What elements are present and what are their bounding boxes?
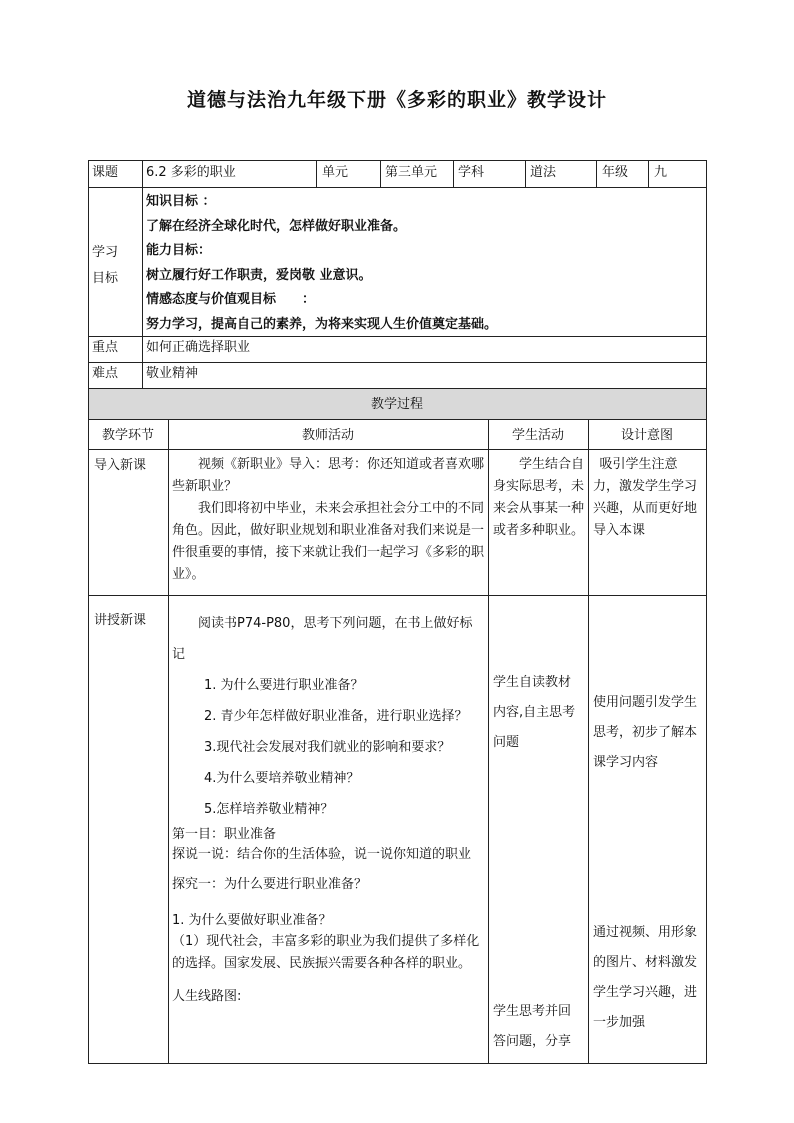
topic-label: 课题 <box>92 165 119 180</box>
rule-stage-col <box>168 419 169 1064</box>
topic-value: 6.2 多彩的职业 <box>146 165 236 180</box>
rule-process-bottom <box>88 419 707 420</box>
question-1: 1. 为什么要进行职业准备？ <box>204 678 364 693</box>
life-map-label: 人生线路图: <box>172 989 242 1004</box>
answer-1: （1）现代社会，丰富多彩的职业为我们提供了多样化的选择。国家发展、民族振兴需要各种各样的职业。 <box>172 934 480 971</box>
subject-value: 道法 <box>530 165 557 180</box>
key-point-label: 重点 <box>92 340 119 355</box>
question-4: 4.为什么要培养敬业精神？ <box>204 771 360 786</box>
question-2: 2. 青少年怎样做好职业准备，进行职业选择？ <box>204 709 468 724</box>
difficulty-value: 敬业精神 <box>146 366 199 381</box>
ability-text: 树立履行好工作职责，爱岗敬 业意识。 <box>146 267 372 283</box>
lecture-student-2: 学生思考并回答问题，分享 <box>493 1004 572 1049</box>
difficulty-label: 难点 <box>92 366 119 381</box>
rule-teacher-col <box>488 419 489 1064</box>
knowledge-text: 了解在经济全球化时代，怎样做好职业准备。 <box>146 218 407 234</box>
rule-left <box>88 160 89 1064</box>
rule-info-bottom <box>88 187 707 188</box>
rule-right <box>706 160 707 1064</box>
rule-info-4 <box>380 160 381 188</box>
grade-value: 九 <box>654 165 668 180</box>
rule-difficulty-bottom <box>88 388 707 389</box>
lecture-design-1: 使用问题引发学生思考，初步了解本课学习内容 <box>593 695 698 770</box>
unit-value: 第三单元 <box>385 165 438 180</box>
rule-info-7 <box>596 160 597 188</box>
intro-teacher-p1: 视频《新职业》导入：思考：你还知道或者喜欢哪些新职业？ <box>172 457 485 494</box>
emotion-text: 努力学习，提高自己的素养，为将来实现人生价值奠定基础。 <box>146 316 498 332</box>
col-stage: 教学环节 <box>101 428 154 443</box>
emotion-heading: 情感态度与价值观目标 ： <box>146 292 316 307</box>
process-header: 教学过程 <box>370 397 423 412</box>
intro-design: 吸引学生注意力，激发学生学习兴趣，从而更好地导入本课 <box>593 457 698 538</box>
intro-student: 学生结合自身实际思考，未来会从事某一种或者多种职业。 <box>493 457 585 538</box>
rule-columns-bottom <box>88 449 707 450</box>
unit-label: 单元 <box>322 165 349 180</box>
rule-info-3 <box>316 160 317 188</box>
rule-label-col <box>142 160 143 389</box>
rule-objectives-bottom <box>88 336 707 337</box>
section-1-title: 第一目：职业准备 <box>172 827 277 842</box>
objectives-content <box>146 190 702 337</box>
explore-1: 探究一：为什么要进行职业准备？ <box>172 877 368 892</box>
intro-stage: 导入新课 <box>94 458 147 473</box>
knowledge-heading: 知识目标 ： <box>146 194 216 209</box>
rule-info-8 <box>648 160 649 188</box>
col-teacher: 教师活动 <box>301 428 354 443</box>
grade-label: 年级 <box>602 165 629 180</box>
lecture-stage: 讲授新课 <box>94 613 147 628</box>
col-student: 学生活动 <box>511 428 564 443</box>
question-heading: 1. 为什么要做好职业准备？ <box>172 913 332 928</box>
lecture-student-1: 学生自读教材内容,自主思考问题 <box>493 675 576 750</box>
rule-key-bottom <box>88 362 707 363</box>
lecture-teacher <box>172 608 484 1007</box>
rule-bottom <box>88 1063 707 1064</box>
rule-info-6 <box>525 160 526 188</box>
rule-info-5 <box>453 160 454 188</box>
subject-label: 学科 <box>458 165 485 180</box>
reading-instruction: 阅读书P74-P80，思考下列问题，在书上做好标记 <box>172 616 473 662</box>
discuss-prompt: 探说一说：结合你的生活体验，说一说你知道的职业 <box>172 847 472 862</box>
rule-student-col <box>588 419 589 1064</box>
question-3: 3.现代社会发展对我们就业的影响和要求？ <box>204 740 451 755</box>
ability-heading: 能力目标： <box>146 243 212 258</box>
intro-teacher-p2: 我们即将初中毕业，未来会承担社会分工中的不同角色。因此，做好职业规划和职业准备对我们来说是一件很重要的事情，接下来就让我们一起学习《多彩的职业》。 <box>172 501 485 582</box>
question-5: 5.怎样培养敬业精神？ <box>204 802 334 817</box>
objectives-label: 学习 目标 <box>92 245 119 286</box>
lecture-design-2: 通过视频、用形象的图片、材料激发学生学习兴趣，进一步加强 <box>593 925 698 1030</box>
key-point-value: 如何正确选择职业 <box>146 340 251 355</box>
rule-top <box>88 160 707 161</box>
col-design: 设计意图 <box>620 428 673 443</box>
intro-teacher <box>172 454 484 586</box>
rule-intro-bottom <box>88 595 707 596</box>
document-title: 道德与法治九年级下册《多彩的职业》教学设计 <box>186 89 607 111</box>
